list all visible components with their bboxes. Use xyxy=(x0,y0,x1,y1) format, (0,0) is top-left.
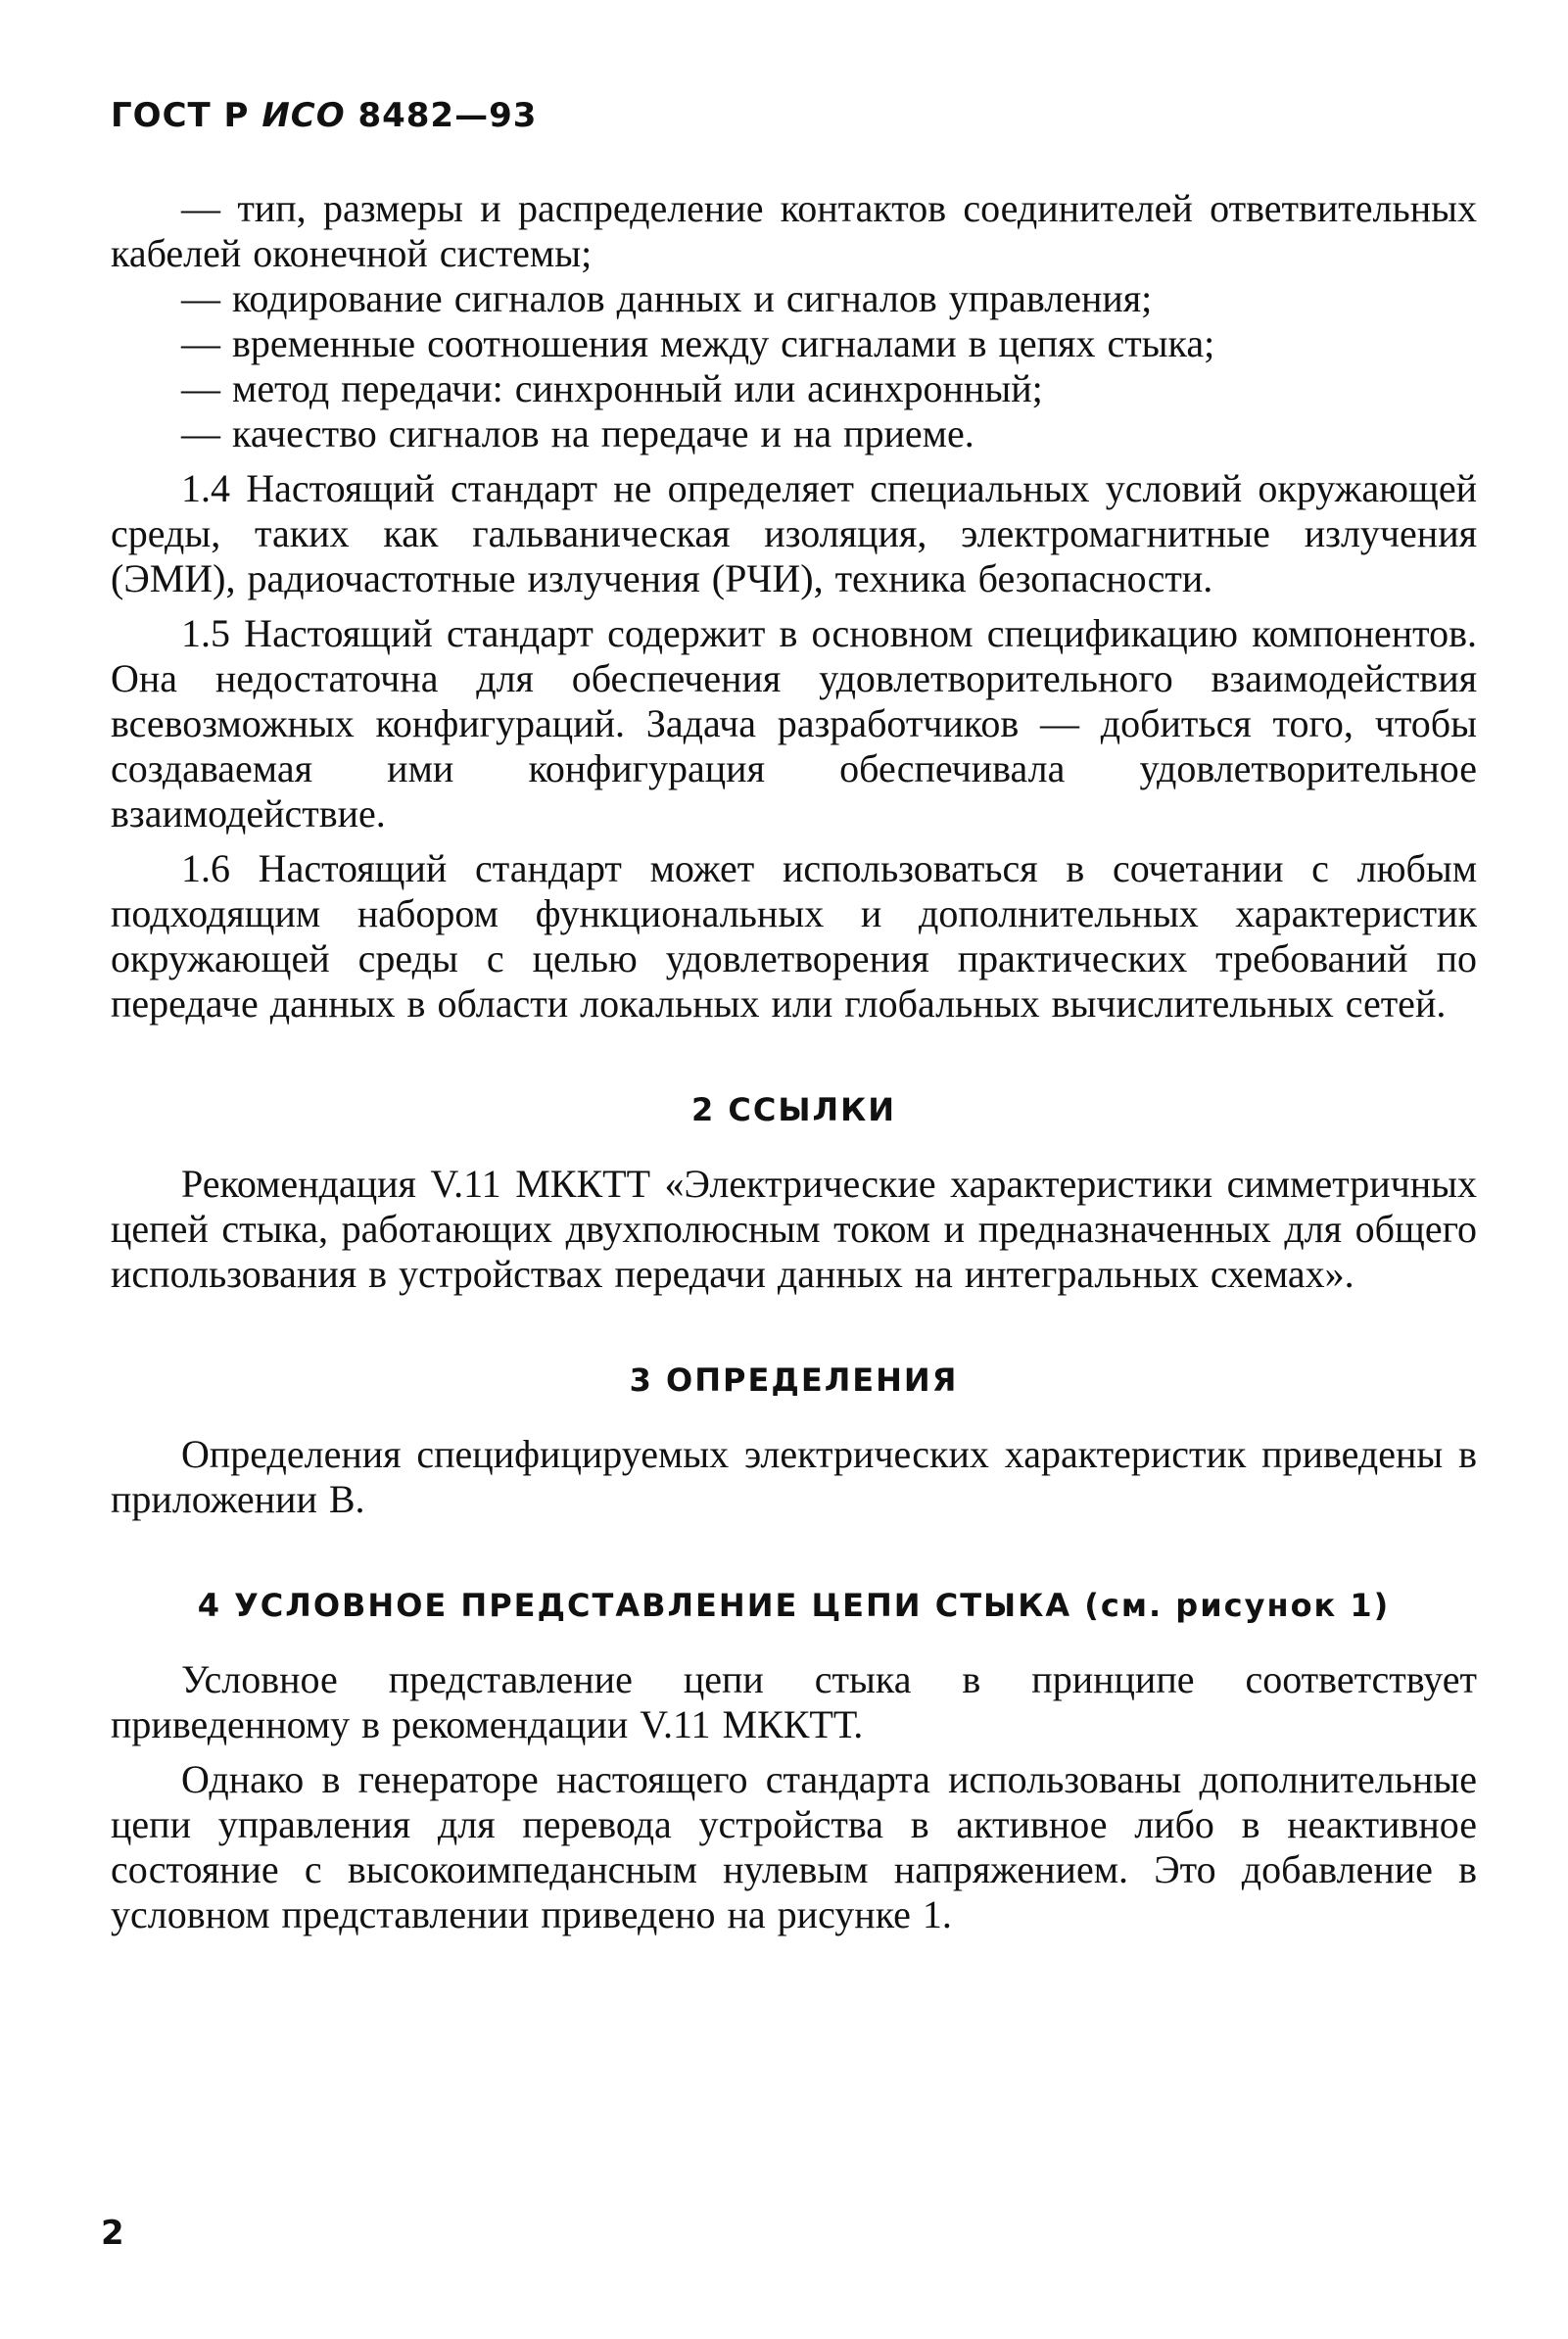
list-item: — кодирование сигналов данных и сигналов управления; xyxy=(181,276,1153,320)
spacer xyxy=(111,1522,1477,1583)
spacer xyxy=(111,1297,1477,1358)
paragraph-1-5: 1.5 Настоящий стандарт содержит в основном спецификацию компонентов. Она недостаточна для обеспечения удовлетворительного взаимодействия всевозможных конфигураций. Задача разработчиков — добиться того, чтобы создаваемая ими конфигурация обеспечивала удовлетворительное взаимодействие. xyxy=(111,611,1477,835)
document-body xyxy=(111,186,1477,1937)
list-item: — тип, размеры и распределение контактов соединителей ответвительных кабелей оконечной системы; xyxy=(111,186,1477,275)
page-number: 2 xyxy=(101,2214,124,2253)
header-number: 8482—93 xyxy=(345,96,538,135)
document-header xyxy=(111,96,537,135)
spacer xyxy=(111,1403,1477,1432)
definitions-paragraph: Определения специфицируемых электрических характеристик приведены в приложении В. xyxy=(111,1432,1477,1521)
spacer xyxy=(111,1628,1477,1657)
spacer xyxy=(111,836,1477,846)
paragraph-1-6: 1.6 Настоящий стандарт может использоваться в сочетании с любым подходящим набором функциональных и дополнительных характеристик окружающей среды с целью удовлетворения практических требований по передаче данных в области локальных или глобальных вычислительных сетей. xyxy=(111,846,1477,1026)
list-item: — метод передачи: синхронный или асинхронный; xyxy=(181,366,1043,410)
interface-paragraph-1: Условное представление цепи стыка в принципе соответствует приведенному в рекомендации V.11 МККТТ. xyxy=(111,1657,1477,1746)
header-prefix: ГОСТ Р xyxy=(111,96,262,135)
spacer xyxy=(111,1026,1477,1087)
section-heading-definitions: 3 ОПРЕДЕЛЕНИЯ xyxy=(629,1361,959,1399)
header-iso: ИСО xyxy=(261,96,346,135)
list-item: — временные соотношения между сигналами в цепях стыка; xyxy=(181,321,1215,365)
spacer xyxy=(111,1747,1477,1757)
section-heading-interface: 4 УСЛОВНОЕ ПРЕДСТАВЛЕНИЕ ЦЕПИ СТЫКА (см. рисунок 1) xyxy=(197,1587,1391,1624)
spacer xyxy=(111,601,1477,611)
references-paragraph: Рекомендация V.11 МККТТ «Электрические характеристики симметричных цепей стыка, работающих двухполюсным током и предназначенных для общего использования в устройствах передачи данных на интегральных схемах». xyxy=(111,1162,1477,1296)
section-heading-references: 2 ССЫЛКИ xyxy=(690,1091,897,1128)
paragraph-1-4: 1.4 Настоящий стандарт не определяет специальных условий окружающей среды, таких как гальваническая изоляция, электромагнитные излучения (ЭМИ), радиочастотные излучения (РЧИ), техника безопасности. xyxy=(111,466,1477,600)
spacer xyxy=(111,456,1477,466)
interface-paragraph-2: Однако в генераторе настоящего стандарта использованы дополнительные цепи управления для перевода устройства в активное либо в неактивное состояние с высокоимпедансным нулевым напряжением. Это добавление в условном представлении приведено на рисунке 1. xyxy=(111,1757,1477,1936)
spacer xyxy=(111,1132,1477,1162)
list-item: — качество сигналов на передаче и на приеме. xyxy=(181,411,974,455)
